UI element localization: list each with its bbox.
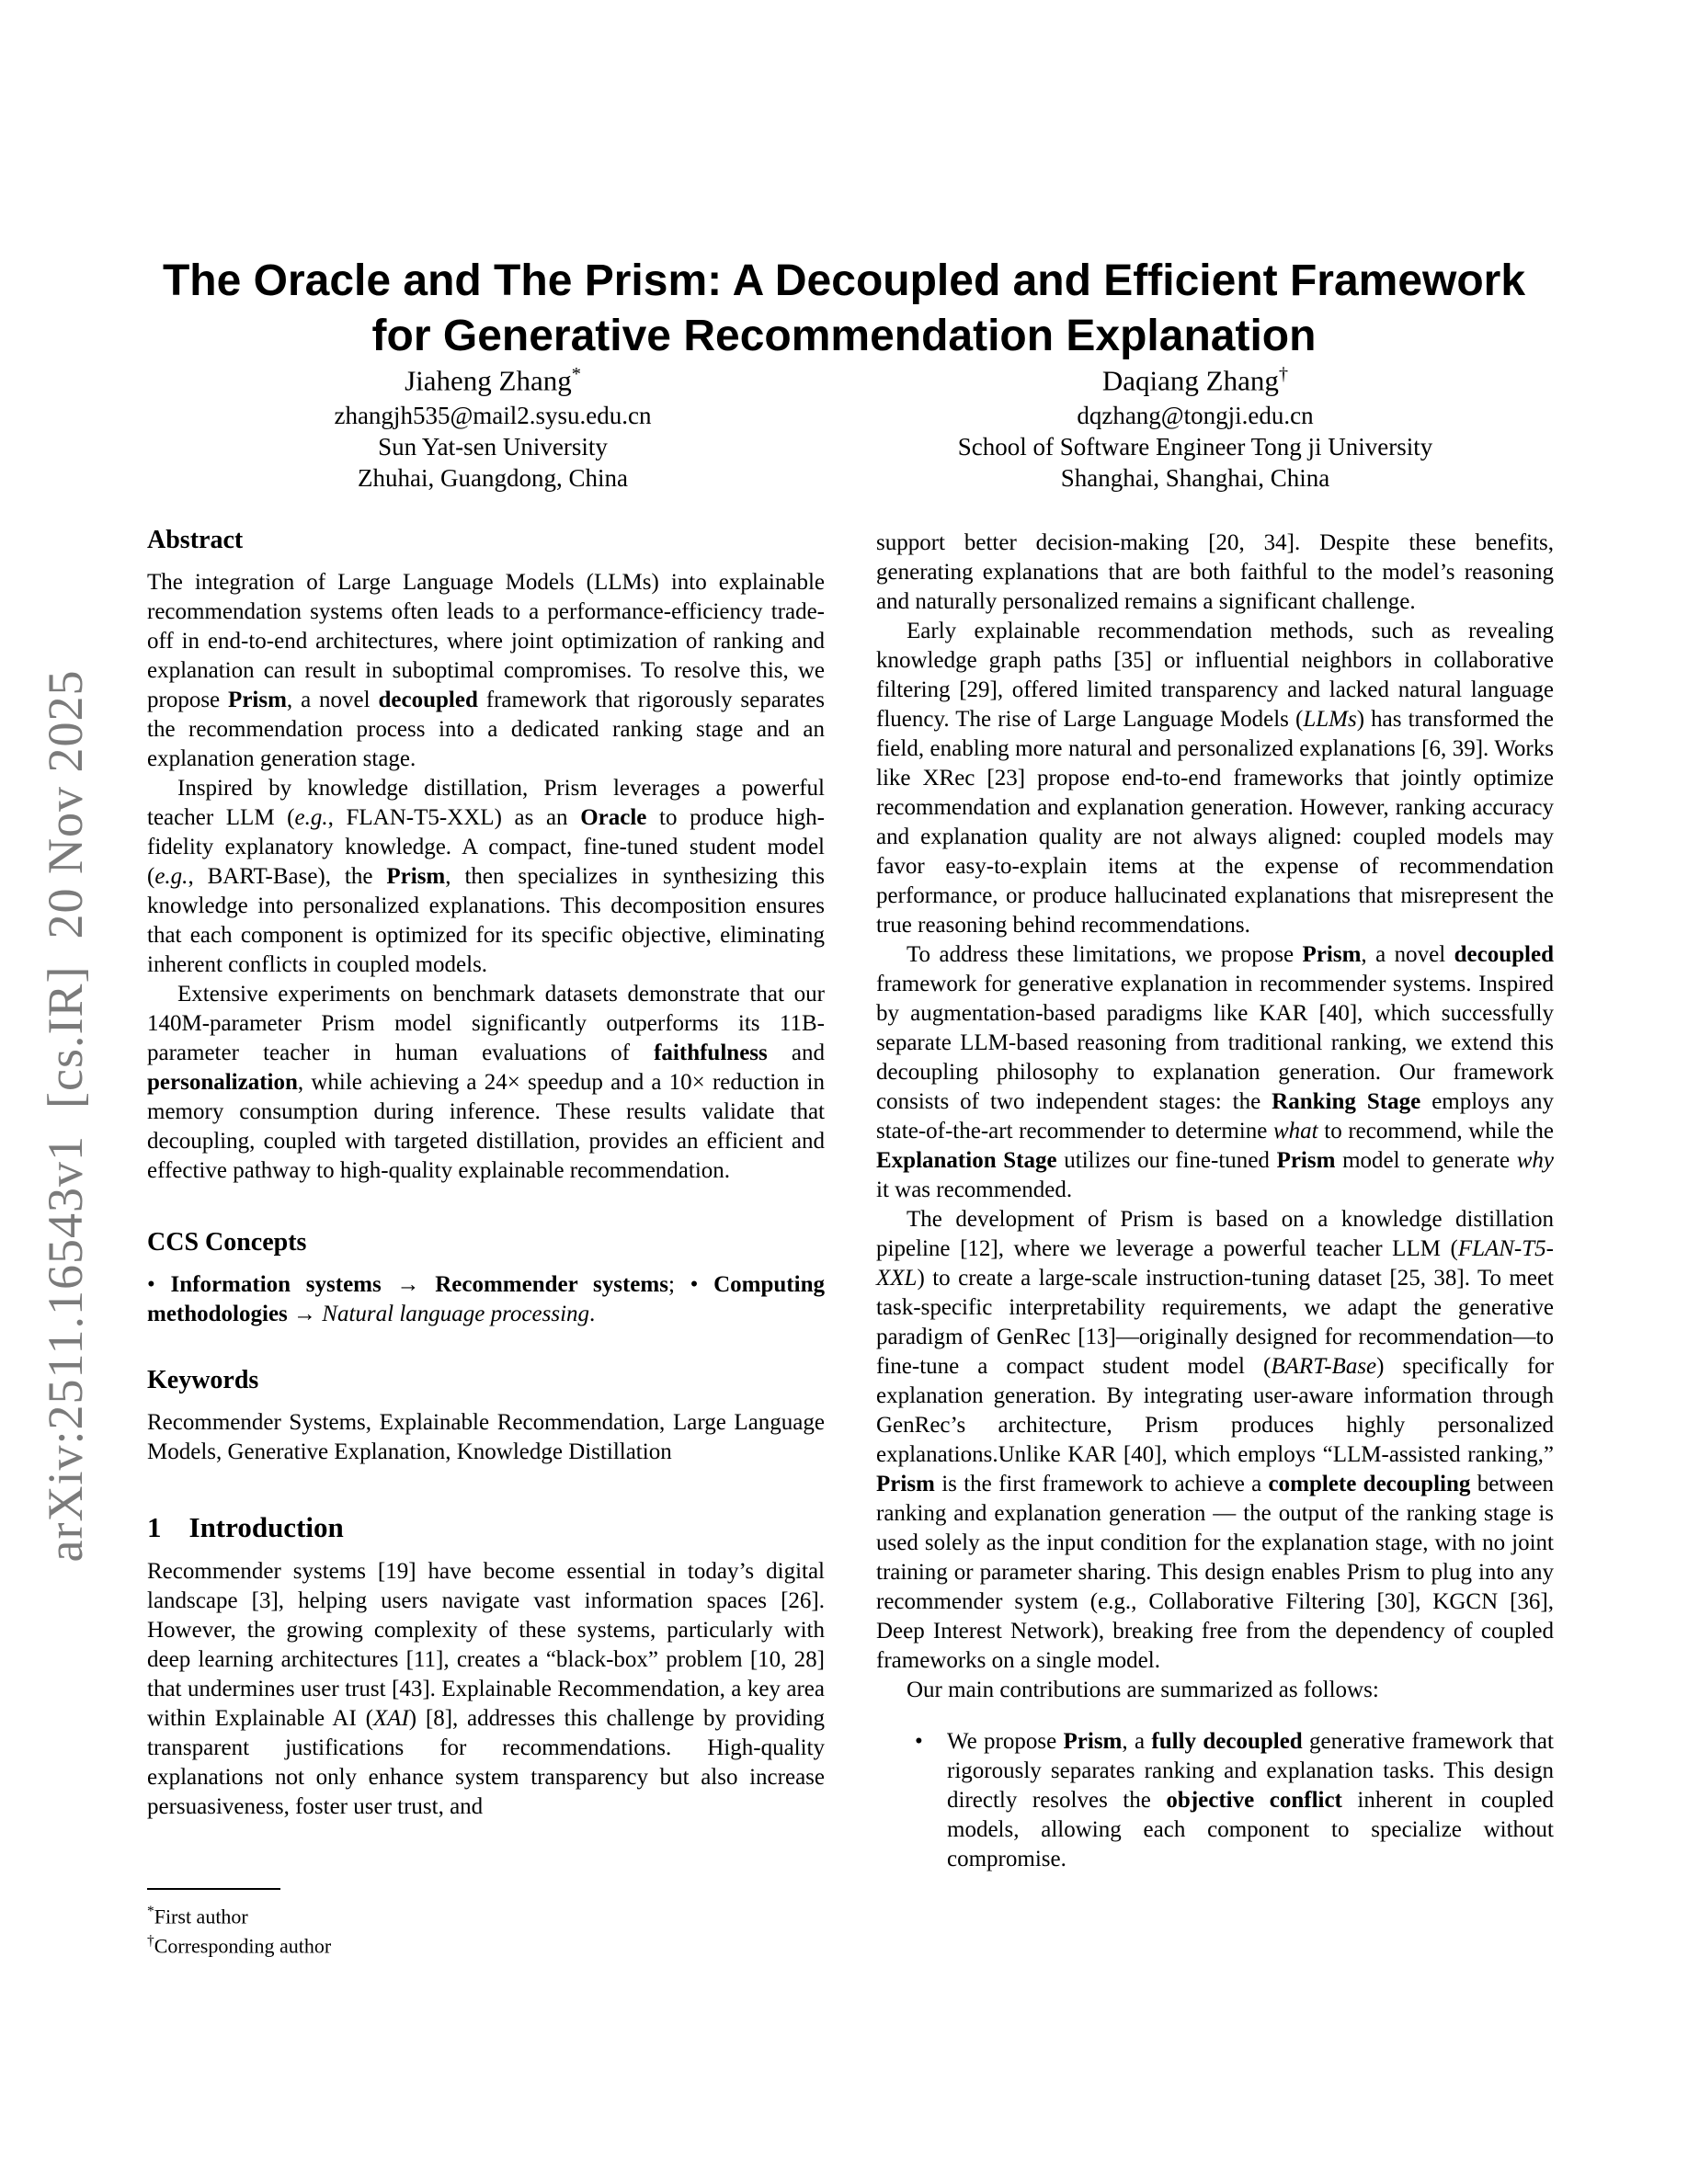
footnote-text: Corresponding author bbox=[154, 1934, 332, 1958]
right-column bbox=[876, 529, 1554, 1874]
footnote-marker: † bbox=[147, 1933, 154, 1950]
author-name-text: Jiaheng Zhang bbox=[405, 364, 572, 397]
ccs-text: • Information systems → Recommender systems; • Computing methodologies → Natural language processing. bbox=[147, 1272, 825, 1326]
abstract-paragraph: Inspired by knowledge distillation, Prism leverages a powerful teacher LLM (e.g., FLAN-T5-XXL) as an Oracle to produce high-fidelity explanatory knowledge. A compact, fine-tuned student model (e.g., BART-Base), the Prism, then specializes in synthesizing this knowledge into personalized explanations. This decomposition ensures that each component is optimized for its specific objective, eliminating inherent conflicts in coupled models. bbox=[147, 776, 826, 977]
list-item bbox=[876, 1727, 1554, 1874]
abstract-heading: Abstract bbox=[147, 526, 244, 554]
author-name bbox=[844, 355, 1546, 400]
introduction-heading bbox=[147, 1513, 825, 1542]
abstract-paragraph: Extensive experiments on benchmark datasets demonstrate that our 140M-parameter Prism model significantly outperforms its 11B-parameter teacher in human evaluations of faithfulness and personalization, while achieving a 24× speedup and a 10× reduction in memory consumption during inference. These results validate that decoupling, coupled with targeted distillation, provides an efficient and effective pathway to high-quality explainable recommendation. bbox=[147, 982, 825, 1183]
bullet-icon: • bbox=[915, 1729, 923, 1754]
author-affiliation: School of Software Engineer Tong ji University bbox=[957, 433, 1433, 461]
footnote-rule bbox=[147, 1888, 280, 1890]
footnote-marker: * bbox=[147, 1904, 154, 1919]
arxiv-watermark: arXiv:2511.16543v1 [cs.IR] 20 Nov 2025 bbox=[38, 669, 93, 1563]
author-name bbox=[142, 355, 844, 400]
body-paragraph: Our main contributions are summarized as follows: bbox=[907, 1678, 1379, 1702]
footnote-item bbox=[147, 1899, 825, 1928]
authors-row bbox=[142, 355, 1546, 494]
footnote-item bbox=[147, 1928, 825, 1958]
contributions-list bbox=[876, 1727, 1554, 1874]
author-affiliation: Sun Yat-sen University bbox=[378, 433, 608, 461]
ccs-heading: CCS Concepts bbox=[147, 1228, 307, 1257]
author-email: dqzhang@tongji.edu.cn bbox=[1077, 402, 1314, 430]
author-footnote-marker: † bbox=[1278, 364, 1289, 384]
author-location: Zhuhai, Guangdong, China bbox=[358, 464, 628, 493]
author-block-2 bbox=[844, 355, 1546, 494]
keywords-text: Recommender Systems, Explainable Recommendation, Large Language Models, Generative Explanation, Knowledge Distillation bbox=[147, 1410, 825, 1464]
list-item-text: We propose Prism, a fully decoupled generative framework that rigorously separates ranking and explanation tasks. This design directly resolves the objective conflict inherent in coupled models, allowing each component to specialize without compromise. bbox=[947, 1729, 1554, 1871]
footnotes bbox=[147, 1888, 825, 1959]
author-email: zhangjh535@mail2.sysu.edu.cn bbox=[334, 402, 652, 430]
body-paragraph: support better decision-making [20, 34]. Despite these benefits, generating explanations that are both faithful to the model’s reasoning and naturally personalized remains a significant challenge. bbox=[876, 530, 1554, 614]
body-paragraph: Early explainable recommendation methods, such as revealing knowledge graph paths [35] or influential neighbors in collaborative filtering [29], offered limited transparency and lacked natural language fluency. The rise of Large Language Models (LLMs) has transformed the field, enabling more natural and personalized explanations [6, 39]. Works like XRec [23] propose end-to-end frameworks that jointly optimize recommendation and explanation generation. However, ranking accuracy and explanation quality are not always aligned: coupled models may favor easy-to-explain items at the expense of recommendation performance, or produce hallucinated explanations that misrepresent the true reasoning behind recommendations. bbox=[876, 619, 1554, 938]
section-number: 1 bbox=[147, 1511, 162, 1543]
paper-title-line: The Oracle and The Prism: A Decoupled and Efficient Framework bbox=[162, 256, 1526, 306]
keywords-heading: Keywords bbox=[147, 1366, 259, 1394]
body-paragraph: The development of Prism is based on a knowledge distillation pipeline [12], where we leverage a powerful teacher LLM (FLAN-T5-XXL) to create a large-scale instruction-tuning dataset [25, 38]. To meet task-specific interpretability requirements, we adapt the generative paradigm of GenRec [13]—originally designed for recommendation—to fine-tune a compact student model (BART-Base) specifically for explanation generation. By integrating user-aware information through GenRec’s architecture, Prism produces highly personalized explanations.Unlike KAR [40], which employs “LLM-assisted ranking,” Prism is the first framework to achieve a complete decoupling between ranking and explanation generation — the output of the ranking stage is used solely as the input condition for the explanation stage, with no joint training or parameter sharing. This design enables Prism to plug into any recommender system (e.g., Collaborative Filtering [30], KGCN [36], Deep Interest Network), breaking free from the dependency of coupled frameworks on a single model. bbox=[876, 1207, 1554, 1673]
author-block-1 bbox=[142, 355, 844, 494]
section-title: Introduction bbox=[188, 1511, 344, 1543]
author-location: Shanghai, Shanghai, China bbox=[1060, 464, 1330, 493]
author-name-text: Daqiang Zhang bbox=[1101, 364, 1279, 397]
intro-paragraph: Recommender systems [19] have become essential in today’s digital landscape [3], helping users navigate vast information spaces [26]. However, the growing complexity of these systems, particularly with deep learning architectures [11], creates a “black-box” problem [10, 28] that undermines user trust [43]. Explainable Recommendation, a key area within Explainable AI (XAI) [8], addresses this challenge by providing transparent justifications for recommendations. High-quality explanations not only enhance system transparency but also increase persuasiveness, foster user trust, and bbox=[147, 1559, 825, 1819]
footnote-text: First author bbox=[154, 1905, 248, 1928]
author-footnote-marker: * bbox=[571, 364, 581, 384]
paper-title bbox=[0, 254, 1688, 364]
body-paragraph: To address these limitations, we propose Prism, a novel decoupled framework for generative explanation in recommender systems. Inspired by augmentation-based paradigms like KAR [40], which successfully separate LLM-based reasoning from traditional ranking, we extend this decoupling philosophy to explanation generation. Our framework consists of two independent stages: the Ranking Stage employs any state-of-the-art recommender to determine what to recommend, while the Explanation Stage utilizes our fine-tuned Prism model to generate why it was recommended. bbox=[876, 942, 1555, 1202]
paper-title-line: for Generative Recommendation Explanation bbox=[371, 312, 1317, 361]
abstract-paragraph: The integration of Large Language Models (LLMs) into explainable recommendation systems often leads to a performance-efficiency trade-off in end-to-end architectures, where joint optimization of ranking and explanation can result in suboptimal compromises. To resolve this, we propose Prism, a novel decoupled framework that rigorously separates the recommendation process into a dedicated ranking stage and an explanation generation stage. bbox=[147, 570, 825, 771]
left-column bbox=[147, 526, 825, 1822]
